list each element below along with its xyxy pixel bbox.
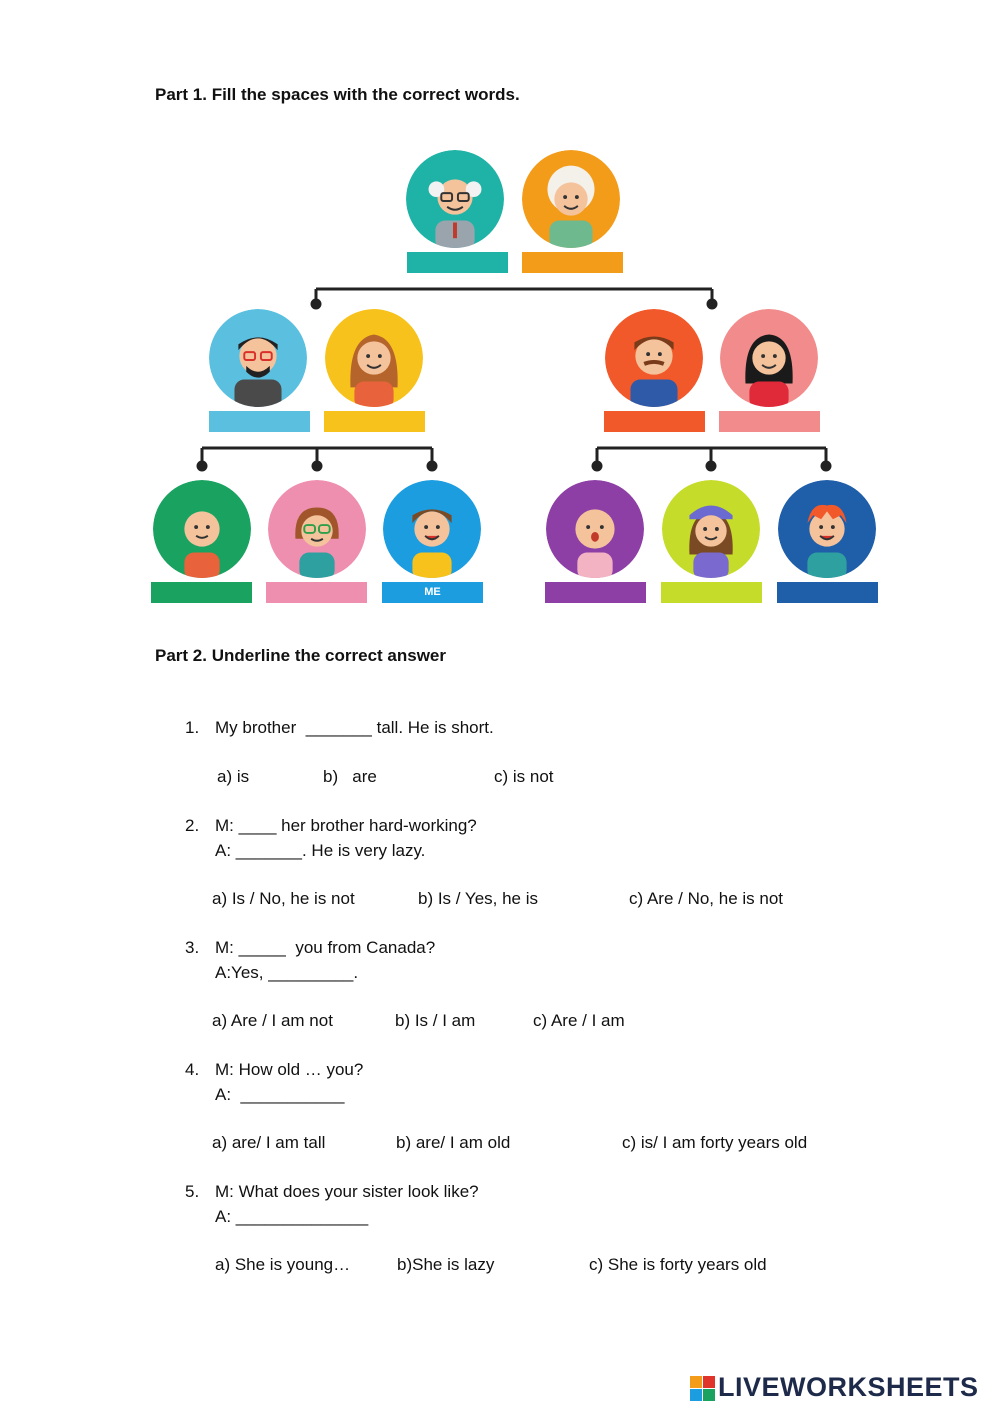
question-5-number: 5. [185, 1182, 200, 1201]
aunt-avatar [720, 309, 818, 407]
question-3-option-b[interactable]: b) Is / I am [395, 1011, 476, 1030]
baby-brother-avatar [153, 480, 251, 578]
question-1-option-b[interactable]: b) are [323, 767, 377, 786]
liveworksheets-logo [690, 1372, 990, 1406]
cousin-boy-label-bar[interactable] [777, 582, 878, 603]
part2-title: Part 2. Underline the correct answer [155, 646, 446, 665]
cousin-baby-avatar [546, 480, 644, 578]
cousin-girl-label-bar[interactable] [661, 582, 762, 603]
aunt-label-bar[interactable] [719, 411, 820, 432]
question-4-option-b[interactable]: b) are/ I am old [396, 1133, 511, 1152]
liveworksheets-logo-text: LIVEWORKSHEETS [718, 1372, 979, 1402]
father-label-bar[interactable] [209, 411, 310, 432]
question-5-option-a[interactable]: a) She is young… [215, 1255, 351, 1274]
question-2-option-a[interactable]: a) Is / No, he is not [212, 889, 355, 908]
question-2-text: M: ____ her brother hard-working? [215, 816, 477, 835]
father-avatar [209, 309, 307, 407]
question-4-option-c[interactable]: c) is/ I am forty years old [622, 1133, 808, 1152]
question-5-text: M: What does your sister look like? [215, 1182, 479, 1201]
sister-avatar [268, 480, 366, 578]
cousin-boy-avatar [778, 480, 876, 578]
cousin-girl-avatar [662, 480, 760, 578]
question-2-option-c[interactable]: c) Are / No, he is not [629, 889, 784, 908]
me-label: ME [382, 582, 483, 603]
grandpa-avatar [406, 150, 504, 248]
question-4-option-a[interactable]: a) are/ I am tall [212, 1133, 326, 1152]
question-2-answer-line: A: _______. He is very lazy. [215, 841, 426, 860]
uncle-avatar [605, 309, 703, 407]
question-1-option-c[interactable]: c) is not [494, 767, 554, 786]
question-4-text: M: How old … you? [215, 1060, 364, 1079]
uncle-label-bar[interactable] [604, 411, 705, 432]
question-5-option-c[interactable]: c) She is forty years old [589, 1255, 767, 1274]
cousin-baby-label-bar[interactable] [545, 582, 646, 603]
sister-label-bar[interactable] [266, 582, 367, 603]
question-4-number: 4. [185, 1060, 200, 1079]
mother-avatar [325, 309, 423, 407]
question-5-answer-line: A: ______________ [215, 1207, 369, 1226]
me-avatar [383, 480, 481, 578]
question-2-number: 2. [185, 816, 200, 835]
question-3-answer-line: A:Yes, _________. [215, 963, 359, 982]
question-3-text: M: _____ you from Canada? [215, 938, 436, 957]
question-3-option-a[interactable]: a) Are / I am not [212, 1011, 333, 1030]
question-1-option-a[interactable]: a) is [217, 767, 250, 786]
question-4-answer-line: A: ___________ [215, 1085, 345, 1104]
question-5-option-b[interactable]: b)She is lazy [397, 1255, 495, 1274]
mother-label-bar[interactable] [324, 411, 425, 432]
baby-brother-label-bar[interactable] [151, 582, 252, 603]
question-3-number: 3. [185, 938, 200, 957]
question-2-option-b[interactable]: b) Is / Yes, he is [418, 889, 539, 908]
question-1-number: 1. [185, 718, 200, 737]
question-3-option-c[interactable]: c) Are / I am [533, 1011, 625, 1030]
liveworksheets-logo-mark [690, 1376, 716, 1402]
part1-title: Part 1. Fill the spaces with the correct words. [155, 85, 520, 104]
grandma-avatar [522, 150, 620, 248]
question-1-text: My brother _______ tall. He is short. [215, 718, 494, 737]
grandma-label-bar[interactable] [522, 252, 623, 273]
grandpa-label-bar[interactable] [407, 252, 508, 273]
